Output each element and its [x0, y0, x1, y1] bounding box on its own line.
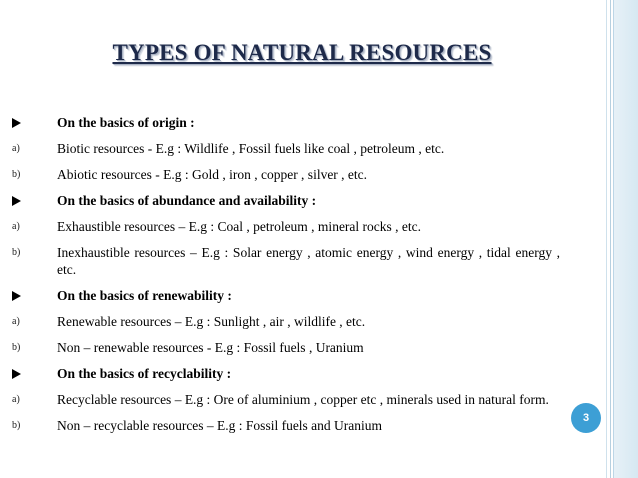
item-marker: b): [12, 247, 21, 258]
item-marker: b): [12, 169, 21, 180]
item-marker: a): [12, 143, 20, 154]
item-text: Recyclable resources – E.g : Ore of aluminium , copper etc , minerals used in natural form.: [57, 392, 549, 407]
list-item: [0, 140, 560, 157]
heading-origin: [0, 114, 560, 131]
item-marker: b): [12, 420, 21, 431]
list-item: [0, 218, 560, 235]
arrow-bullet-icon: [12, 118, 21, 128]
list-item: [0, 391, 560, 408]
arrow-bullet-icon: [12, 196, 21, 206]
page-number-badge: 3: [571, 403, 601, 433]
item-text: Non – renewable resources - E.g : Fossil fuels , Uranium: [57, 340, 364, 355]
item-marker: a): [12, 316, 20, 327]
item-marker: a): [12, 221, 20, 232]
item-marker: b): [12, 342, 21, 353]
heading-abundance: [0, 192, 560, 209]
arrow-bullet-icon: [12, 369, 21, 379]
decorative-line: [610, 0, 611, 478]
heading-text: On the basics of abundance and availability :: [57, 193, 317, 208]
item-text: Renewable resources – E.g : Sunlight , air , wildlife , etc.: [57, 314, 366, 329]
slide-title: TYPES OF NATURAL RESOURCES: [112, 40, 492, 65]
item-text: Abiotic resources - E.g : Gold , iron , copper , silver , etc.: [57, 167, 368, 182]
list-item: [0, 166, 560, 183]
item-text: Biotic resources - E.g : Wildlife , Fossil fuels like coal , petroleum , etc.: [57, 141, 445, 156]
slide-content: [0, 114, 560, 443]
heading-text: On the basics of recyclability :: [57, 366, 232, 381]
decorative-line: [606, 0, 607, 478]
heading-text: On the basics of renewability :: [57, 288, 232, 303]
item-text: Inexhaustible resources – E.g : Solar energy , atomic energy , wind energy , tidal energy , etc.: [57, 245, 560, 277]
item-text: Non – recyclable resources – E.g : Fossil fuels and Uranium: [57, 418, 383, 433]
heading-renewability: [0, 287, 560, 304]
list-item: [0, 313, 560, 330]
heading-text: On the basics of origin :: [57, 115, 195, 130]
side-decoration-bar: [613, 0, 638, 478]
list-item: [0, 339, 560, 356]
list-item: [0, 244, 560, 278]
list-item: [0, 417, 560, 434]
item-marker: a): [12, 394, 20, 405]
item-text: Exhaustible resources – E.g : Coal , petroleum , mineral rocks , etc.: [57, 219, 422, 234]
heading-recyclability: [0, 365, 560, 382]
arrow-bullet-icon: [12, 291, 21, 301]
